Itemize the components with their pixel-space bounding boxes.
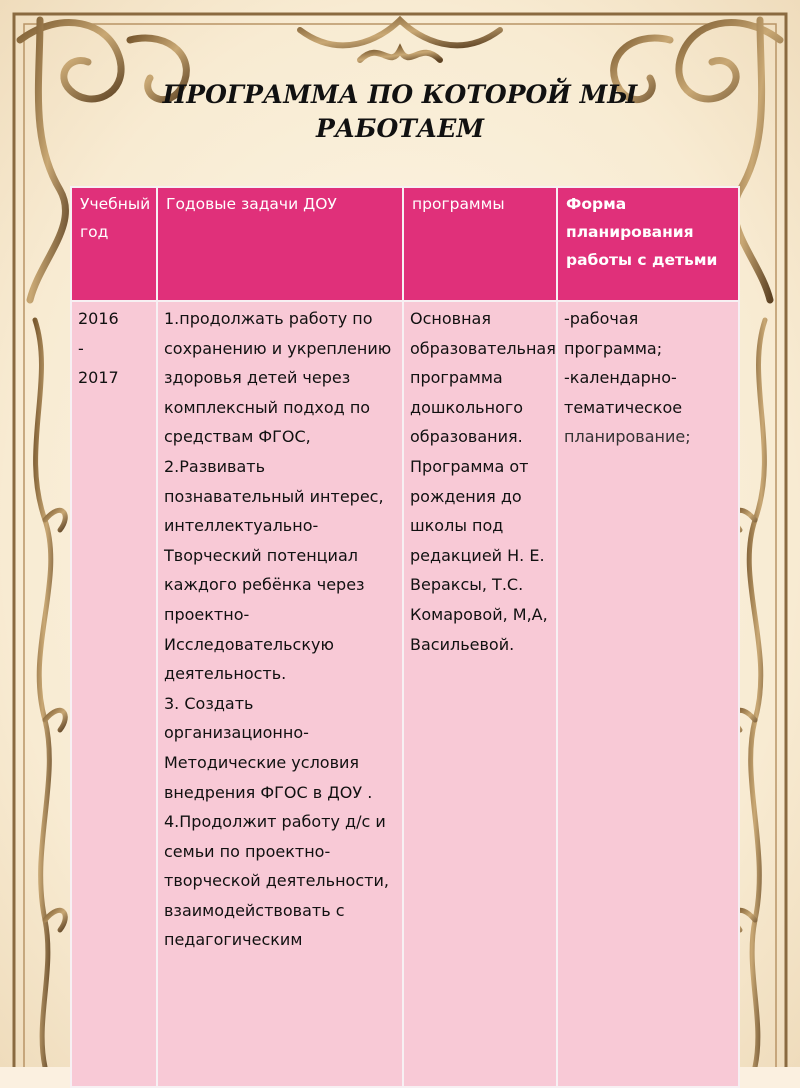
task-item: 3. Создать организационно-Методические условия внедрения ФГОС в ДОУ . bbox=[164, 693, 373, 802]
header-academic-year: Учебный год bbox=[71, 187, 157, 301]
program-item: Программа от рождения до школы под редакцией Н. Е. Вераксы, Т.С. Комаровой, М,А, Васильевой. bbox=[410, 456, 548, 654]
cell-tasks bbox=[157, 301, 403, 1087]
header-planning-form: Форма планирования работы с детьми bbox=[557, 187, 739, 301]
form-item: -рабочая программа; bbox=[564, 309, 663, 358]
cell-year bbox=[71, 301, 157, 1087]
header-programs: программы bbox=[403, 187, 557, 301]
header-annual-tasks: Годовые задачи ДОУ bbox=[157, 187, 403, 301]
year-value: 2016 - 2017 bbox=[78, 309, 119, 388]
task-item: 2.Развивать познавательный интерес, интеллектуально-Творческий потенциал каждого ребёнка через проектно-Исследовательскую деятельность. bbox=[164, 456, 384, 684]
cell-programs bbox=[403, 301, 557, 1087]
program-item: Основная образовательная программа дошкольного образования. bbox=[410, 309, 556, 447]
slide-title: ПРОГРАММА ПО КОТОРОЙ МЫ РАБОТАЕМ bbox=[162, 80, 638, 143]
task-item: 1.продолжать работу по сохранению и укреплению здоровья детей через комплексный подход по средствам ФГОС, bbox=[164, 309, 392, 447]
cell-planning-forms bbox=[557, 301, 739, 1087]
form-item: -календарно-тематическое bbox=[564, 368, 683, 417]
top-center-ornament bbox=[300, 20, 500, 80]
table-header-row bbox=[71, 187, 739, 301]
table-row bbox=[71, 301, 739, 1087]
form-item: планирование; bbox=[564, 427, 691, 447]
task-item: 4.Продолжит работу д/с и семьи по проектно- творческой деятельности, взаимодействовать с педагогическим bbox=[164, 812, 389, 950]
side-ornament-left bbox=[35, 320, 65, 1067]
program-table bbox=[70, 186, 740, 1088]
